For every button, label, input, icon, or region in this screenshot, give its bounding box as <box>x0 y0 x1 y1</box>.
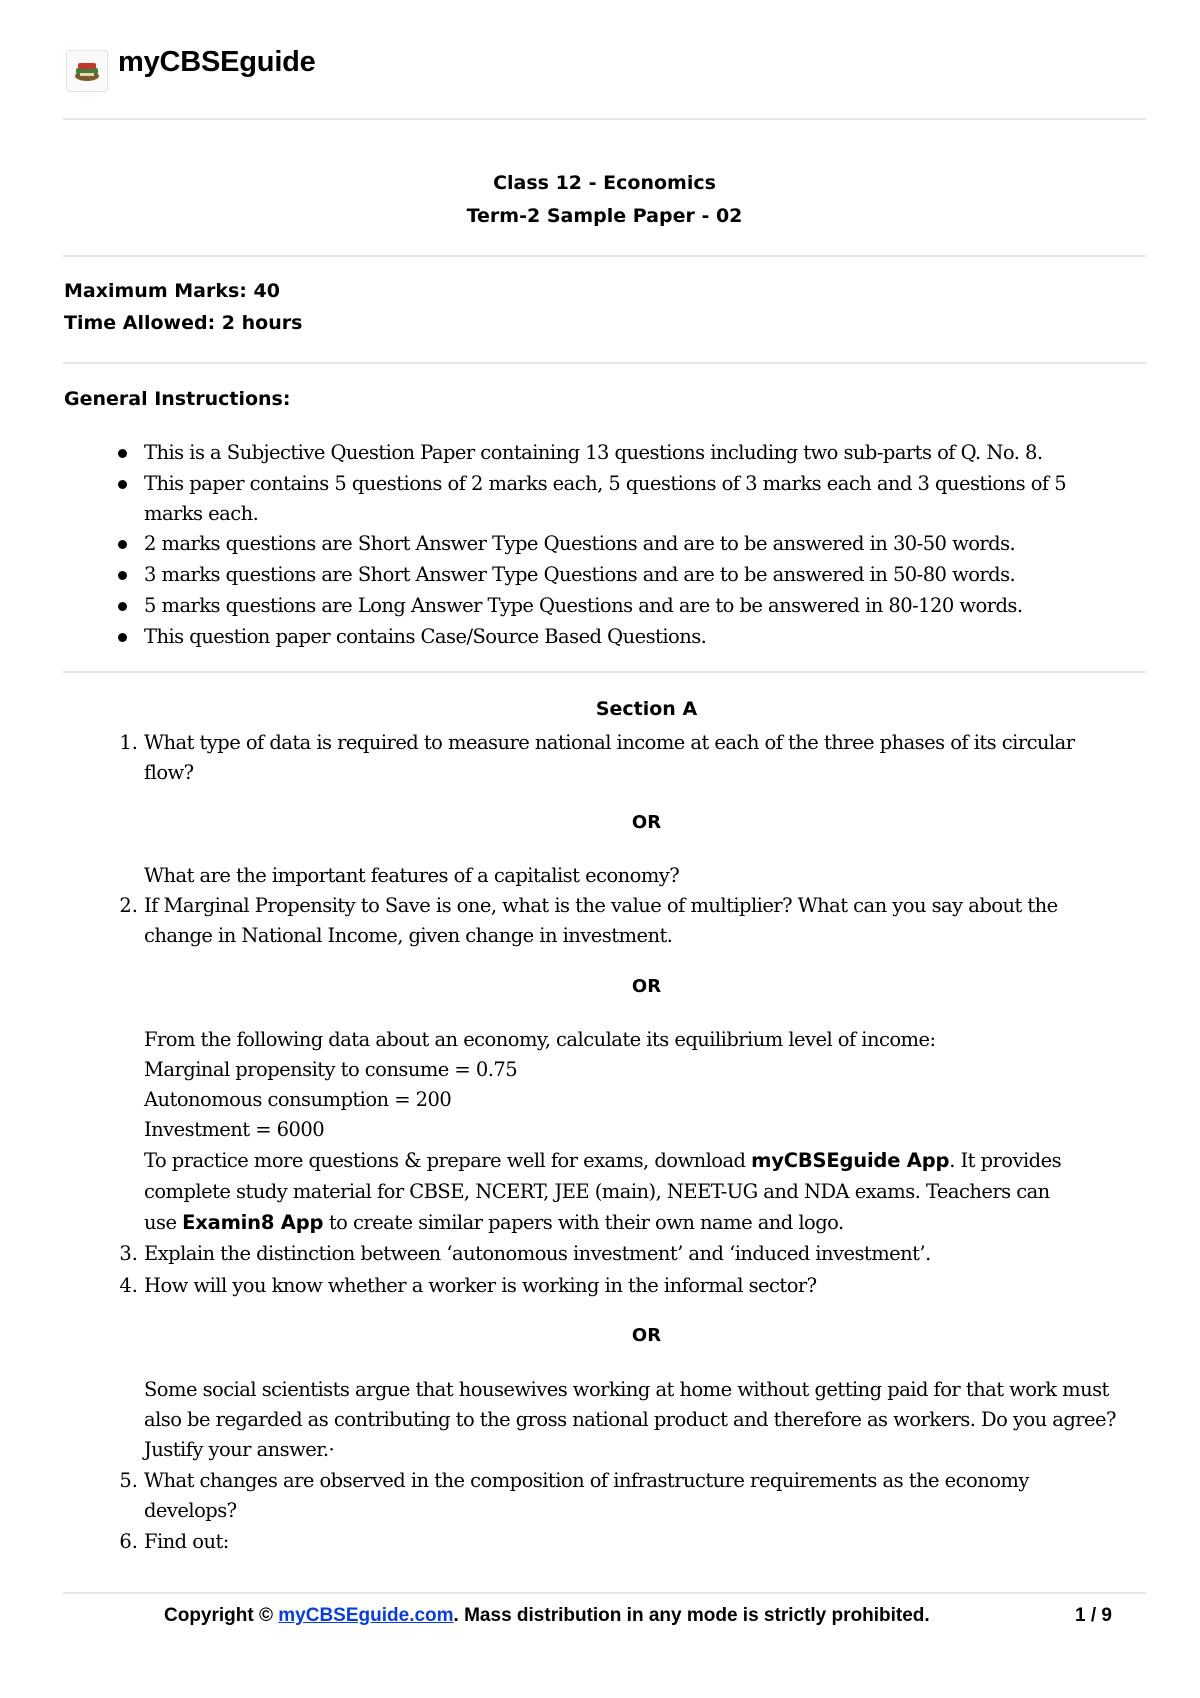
or-label: OR <box>631 812 662 833</box>
bullet-icon <box>118 480 127 489</box>
question-text: What type of data is required to measure national income at each of the three phases of its circular <box>144 731 1075 754</box>
divider <box>63 118 1146 120</box>
bullet-icon <box>118 602 127 611</box>
question-number: 3. <box>119 1242 138 1265</box>
instructions-title: General Instructions: <box>64 388 291 410</box>
question-text-continued: flow? <box>144 761 194 784</box>
data-line: Marginal propensity to consume = 0.75 <box>144 1058 518 1081</box>
question-text: If Marginal Propensity to Save is one, what is the value of multiplier? What can you say about the <box>144 894 1058 917</box>
question-number: 5. <box>119 1469 138 1492</box>
brand-name: myCBSEguide <box>118 46 316 78</box>
or-label: OR <box>631 976 662 997</box>
instruction-item: This question paper contains Case/Source Based Questions. <box>144 625 707 648</box>
or-label: OR <box>631 1325 662 1346</box>
paper-class-title: Class 12 - Economics <box>493 172 716 194</box>
question-text: Explain the distinction between ‘autonomous investment’ and ‘induced investment’. <box>144 1242 931 1265</box>
instruction-item-continued: marks each. <box>144 502 259 525</box>
promo-line <box>144 1145 1144 1176</box>
maximum-marks: Maximum Marks: 40 <box>64 280 280 302</box>
promo-text: . It provides <box>949 1149 1062 1172</box>
question-text-continued: develops? <box>144 1499 237 1522</box>
examin8-app-name: Examin8 App <box>182 1211 324 1234</box>
question-text-continued: change in National Income, given change in investment. <box>144 924 673 947</box>
instruction-item: 2 marks questions are Short Answer Type Questions and are to be answered in 30-50 words. <box>144 532 1016 555</box>
copyright-text: Copyright © <box>164 1605 279 1626</box>
mycbseguide-link[interactable]: myCBSEguide.com <box>278 1605 454 1626</box>
divider <box>63 1592 1146 1594</box>
question-number: 2. <box>119 894 138 917</box>
data-line: Autonomous consumption = 200 <box>144 1088 452 1111</box>
time-allowed: Time Allowed: 2 hours <box>64 312 303 334</box>
promo-line: complete study material for CBSE, NCERT, JEE (main), NEET-UG and NDA exams. Teachers can <box>144 1180 1050 1203</box>
divider <box>63 255 1146 257</box>
bullet-icon <box>118 633 127 642</box>
question-text: What changes are observed in the composition of infrastructure requirements as the economy <box>144 1469 1029 1492</box>
promo-text: to create similar papers with their own name and logo. <box>323 1211 844 1234</box>
question-alternative: Some social scientists argue that housewives working at home without getting paid for that work must <box>144 1378 1109 1401</box>
divider <box>63 671 1146 673</box>
divider <box>63 362 1146 364</box>
instruction-item: This paper contains 5 questions of 2 marks each, 5 questions of 3 marks each and 3 questions of 5 <box>144 472 1067 495</box>
paper-title: Term-2 Sample Paper - 02 <box>466 205 743 227</box>
promo-text: use <box>144 1211 183 1234</box>
bullet-icon <box>118 540 127 549</box>
book-logo-icon <box>66 50 108 92</box>
question-number: 1. <box>119 731 138 754</box>
instruction-item: 3 marks questions are Short Answer Type Questions and are to be answered in 50-80 words. <box>144 563 1016 586</box>
question-text: Find out: <box>144 1530 229 1553</box>
bullet-icon <box>118 571 127 580</box>
question-alternative-continued: also be regarded as contributing to the gross national product and therefore as workers. Do you agree? <box>144 1408 1116 1431</box>
question-number: 4. <box>119 1274 138 1297</box>
question-text: How will you know whether a worker is working in the informal sector? <box>144 1274 817 1297</box>
promo-line <box>144 1207 1144 1238</box>
copyright-text: . Mass distribution in any mode is strictly prohibited. <box>453 1605 930 1626</box>
page-number: 1 / 9 <box>1075 1605 1112 1626</box>
question-alternative: From the following data about an economy, calculate its equilibrium level of income: <box>144 1028 936 1051</box>
copyright-notice <box>164 1605 930 1627</box>
question-alternative-continued: Justify your answer.· <box>144 1438 335 1461</box>
mycbseguide-app-name: myCBSEguide App <box>751 1149 950 1172</box>
section-title: Section A <box>595 698 698 720</box>
instruction-item: 5 marks questions are Long Answer Type Questions and are to be answered in 80-120 words. <box>144 594 1023 617</box>
data-line: Investment = 6000 <box>144 1118 325 1141</box>
question-number: 6. <box>119 1530 138 1553</box>
promo-text: To practice more questions & prepare well for exams, download <box>144 1149 752 1172</box>
instruction-item: This is a Subjective Question Paper containing 13 questions including two sub-parts of Q. No. 8. <box>144 441 1043 464</box>
question-alternative: What are the important features of a capitalist economy? <box>144 864 680 887</box>
bullet-icon <box>118 449 127 458</box>
